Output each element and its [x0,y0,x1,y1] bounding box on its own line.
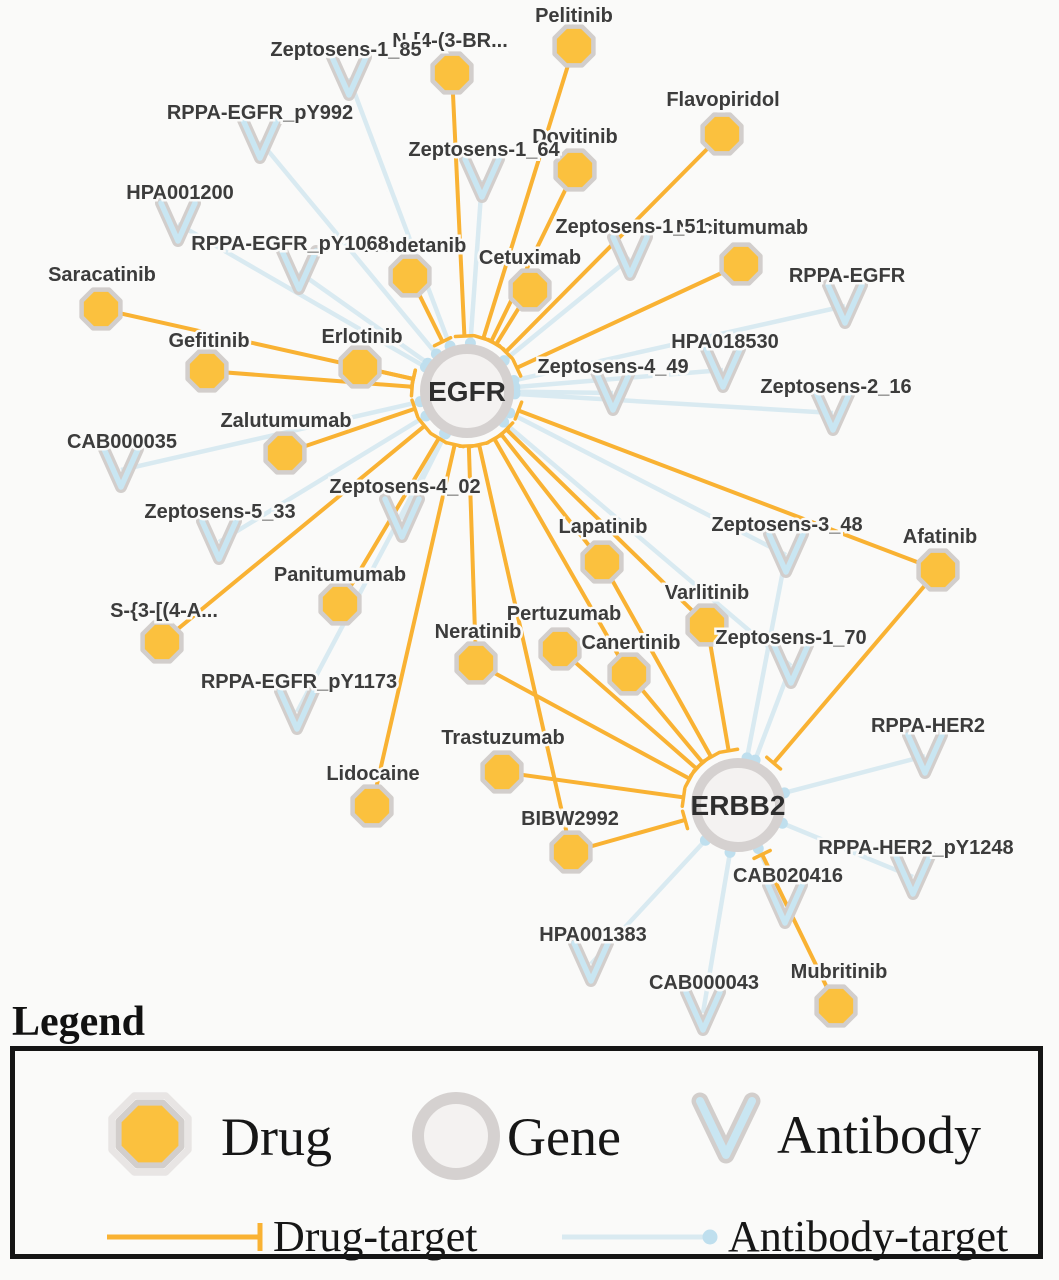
drug-node-Panitumumab[interactable] [321,585,360,624]
antibody-node-RPPA-EGFR[interactable] [828,285,862,323]
node-label-Pelitinib: Pelitinib [535,5,613,27]
drug-node-Pelitinib[interactable] [555,27,594,66]
node-label-Necitumumab: Necitumumab [675,217,809,239]
drug-node-Neratinib[interactable] [457,644,496,683]
node-label-Zeptosens-2_16: Zeptosens-2_16 [760,376,912,398]
node-label-Zeptosens-1_64: Zeptosens-1_64 [408,139,560,161]
node-label-N-[4-(3-BR...: N-[4-(3-BR... [392,30,508,52]
node-label-HPA018530: HPA018530 [671,331,779,353]
antibody-node-RPPA-HER2[interactable] [908,735,942,773]
node-label-Zeptosens-5_33: Zeptosens-5_33 [144,501,296,523]
drug-node-Gefitinib[interactable] [188,352,227,391]
node-label-Neratinib: Neratinib [434,621,522,643]
node-label-Flavopiridol: Flavopiridol [666,89,780,111]
node-label-CAB020416: CAB020416 [732,865,844,887]
drug-node-Lapatinib[interactable] [583,543,622,582]
drug-node-Necitumumab[interactable] [722,245,761,284]
gene-label-ERBB2: ERBB2 [690,790,786,821]
node-label-Pertuzumab: Pertuzumab [506,603,622,625]
node-label-Zeptosens-3_48: Zeptosens-3_48 [711,514,863,536]
antibody-node-Zeptosens-1_85[interactable] [332,57,366,95]
node-label-CAB000035: CAB000035 [66,431,178,453]
node-label-Zalutumumab: Zalutumumab [220,410,352,432]
node-label-Zeptosens-1_85: Zeptosens-1_85 [270,39,422,61]
antibody-node-RPPA-EGFR_pY1068[interactable] [282,251,316,289]
node-label-Panitumumab: Panitumumab [273,564,407,586]
drug-node-S-{3-[(4-A...[interactable] [143,623,182,662]
node-label-HPA001200: HPA001200 [126,182,234,204]
gene-node-ERBB2[interactable] [691,763,786,847]
node-label-Lapatinib: Lapatinib [558,516,648,538]
drug-node-Canertinib[interactable] [610,655,649,694]
drug-node-Dovitinib[interactable] [556,151,595,190]
node-label-Lidocaine: Lidocaine [326,763,420,785]
legend-antibody-target-label: Antibody-target [728,1212,1009,1261]
legend-antibody-label: Antibody [777,1105,982,1165]
node-label-RPPA-EGFR_pY1068: RPPA-EGFR_pY1068 [191,233,389,255]
node-label-S-{3-[(4-A...: S-{3-[(4-A... [110,600,218,622]
drug-target-edge [207,371,413,396]
node-label-Varlitinib: Varlitinib [664,582,750,604]
drug-node-Flavopiridol[interactable] [703,115,742,154]
legend-title: Legend [12,999,146,1045]
drug-node-N-[4-(3-BR...[interactable] [433,54,472,93]
drug-target-edge [452,73,473,336]
node-label-RPPA-HER2_pY1248: RPPA-HER2_pY1248 [818,837,1014,859]
drug-target-edge [502,772,685,806]
node-label-RPPA-HER2: RPPA-HER2 [870,715,986,737]
node-label-Zeptosens-4_02: Zeptosens-4_02 [329,476,481,498]
drug-node-Erlotinib[interactable] [341,348,380,387]
node-label-RPPA-EGFR_pY992: RPPA-EGFR_pY992 [166,102,354,124]
node-label-Trastuzumab: Trastuzumab [441,727,565,749]
node-label-RPPA-EGFR: RPPA-EGFR [788,265,906,287]
node-label-CAB000043: CAB000043 [648,972,760,994]
node-label-Vandetanib: Vandetanib [359,235,467,257]
drug-node-Saracatinib[interactable] [82,290,121,329]
node-label-Mubritinib: Mubritinib [790,961,888,983]
legend-drug-label: Drug [221,1107,332,1167]
drug-node-BIBW2992[interactable] [552,833,591,872]
antibody-node-HPA001200[interactable] [161,203,195,241]
node-label-Erlotinib: Erlotinib [321,326,403,348]
legend-drug-target-label: Drug-target [273,1212,478,1261]
drug-node-Pertuzumab[interactable] [541,630,580,669]
antibody-node-icon [666,1071,786,1191]
node-label-Zeptosens-1_51: Zeptosens-1_51 [555,216,707,238]
drug-node-Zalutumumab[interactable] [266,434,305,473]
antibody-target-edge-icon [560,1219,740,1255]
drug-node-Lidocaine[interactable] [353,787,392,826]
gene-node-EGFR[interactable] [425,349,509,433]
node-label-Zeptosens-4_49: Zeptosens-4_49 [537,356,689,378]
node-label-Dovitinib: Dovitinib [532,126,618,148]
gene-label-EGFR: EGFR [428,376,506,407]
legend-gene-label: Gene [507,1107,621,1167]
node-label-HPA001383: HPA001383 [539,924,647,946]
node-label-Zeptosens-1_70: Zeptosens-1_70 [715,627,867,649]
node-label-Cetuximab: Cetuximab [478,247,582,269]
node-label-BIBW2992: BIBW2992 [521,808,619,830]
gene-node-icon [401,1081,511,1191]
drug-target-edge-icon [102,1219,292,1255]
antibody-node-HPA018530[interactable] [706,349,740,387]
drug-node-Trastuzumab[interactable] [483,753,522,792]
drug-node-Afatinib[interactable] [919,551,958,590]
drug-node-Cetuximab[interactable] [511,271,550,310]
drug-target-edge [494,429,602,562]
drug-node-icon [95,1079,205,1189]
drug-node-Mubritinib[interactable] [817,987,856,1026]
antibody-target-edge [779,756,925,798]
drug-node-Vandetanib[interactable] [391,257,430,296]
node-label-Canertinib: Canertinib [581,632,681,654]
antibody-node-Zeptosens-1_64[interactable] [465,159,499,197]
node-label-Saracatinib: Saracatinib [48,264,156,286]
legend-box [10,1046,1043,1259]
node-label-RPPA-EGFR_pY1173: RPPA-EGFR_pY1173 [200,671,398,693]
node-label-Afatinib: Afatinib [902,526,978,548]
node-label-Gefitinib: Gefitinib [168,330,250,352]
